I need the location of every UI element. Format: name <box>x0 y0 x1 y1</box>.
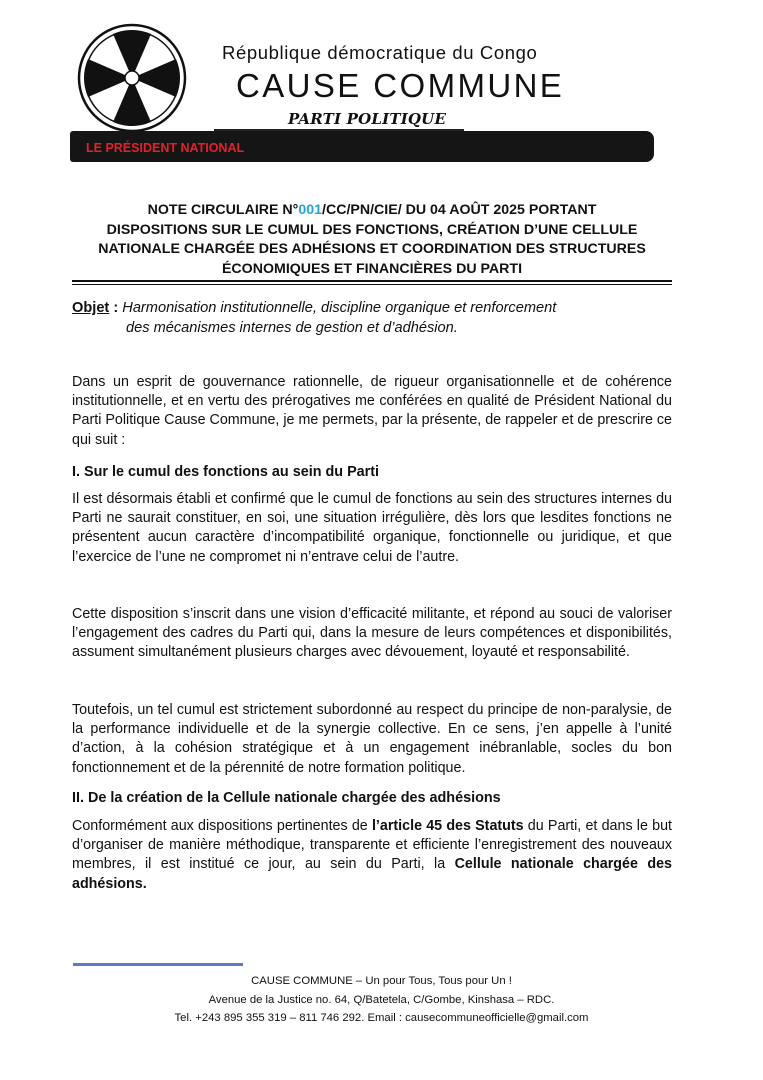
footer-party-name: CAUSE COMMUNE <box>251 975 353 987</box>
title-prefix: NOTE CIRCULAIRE N° <box>147 202 299 218</box>
section-1-paragraph-3: Toutefois, un tel cumul est strictement subordonné au respect du principe de non-paralysie, de la performance individuelle et de la synergie collective. En ce sens, j’en appelle à l’unité d’action, à la cohésion stratégique et à un engagement inébranlable, socles du bon fonctionnement et de la pérennité de notre formation politique. <box>72 702 672 776</box>
title-rule <box>72 280 672 282</box>
footer-slogan <box>0 975 763 987</box>
document-title <box>70 201 674 279</box>
footer-slogan-text: – Un pour Tous, Tous pour Un ! <box>352 975 512 987</box>
section-2-paragraph-1 <box>72 817 672 894</box>
title-line-4: ÉCONOMIQUES ET FINANCIÈRES DU PARTI <box>221 260 523 277</box>
subject-colon: : <box>109 300 123 316</box>
footer-address: Avenue de la Justice no. 64, Q/Batetela, C/Gombe, Kinshasa – RDC. <box>208 994 555 1006</box>
subject-line-2: des mécanismes internes de gestion et d’adhésion. <box>126 320 458 336</box>
president-label: LE PRÉSIDENT NATIONAL <box>86 141 245 155</box>
subject-line-1: Harmonisation institutionnelle, discipline organique et renforcement <box>122 300 557 316</box>
section-1-paragraph-1: Il est désormais établi et confirmé que le cumul de fonctions au sein des structures internes du Parti ne saurait constituer, en soi, une situation irrégulière, dès lors que lesdites fonctions ne présentent aucun caractère d’incompatibilité organique, fonctionnelle ou juridique, et que l’exercice de l’une ne compromet ni n’entrave celui de l’autre. <box>72 491 672 565</box>
republic-name: République démocratique du Congo <box>222 42 538 63</box>
title-rule-thin <box>72 284 672 285</box>
section-2-text-a: Conformément aux dispositions pertinentes de <box>72 818 372 834</box>
footer-contact: Tel. +243 895 355 319 – 811 746 292. Email : causecommuneofficielle@gmail.com <box>174 1012 589 1024</box>
party-logo <box>76 22 188 134</box>
section-2-text-c: du Parti, et dans le but d’organiser de manière méthodique, transparente et efficiente l’enregistrement des nouveaux membres, il est institué ce jour, au sein du Parti, la <box>72 818 672 873</box>
subject <box>72 298 672 338</box>
title-line-3: NATIONALE CHARGÉE DES ADHÉSIONS ET COORDINATION DES STRUCTURES <box>98 241 646 257</box>
section-1-paragraph-2: Cette disposition s’inscrit dans une vision d’efficacité militante, et répond au souci de valoriser l’engagement des cadres du Parti qui, dans la mesure de leurs compétences et disponibilités, assument simultanément plusieurs charges avec dévouement, loyauté et responsabilité. <box>72 606 672 661</box>
note-number: 001 <box>298 202 323 218</box>
footer-rule <box>73 963 243 966</box>
party-type: PARTI POLITIQUE <box>288 110 447 128</box>
party-name: CAUSE COMMUNE <box>236 67 565 104</box>
title-line-2: DISPOSITIONS SUR LE CUMUL DES FONCTIONS, CRÉATION D’UNE CELLULE <box>106 221 638 238</box>
subject-label: Objet <box>72 300 110 316</box>
section-2-heading: II. De la création de la Cellule nationale chargée des adhésions <box>72 790 501 806</box>
section-1-heading: I. Sur le cumul des fonctions au sein du Parti <box>72 464 380 480</box>
intro-paragraph: Dans un esprit de gouvernance rationnelle, de rigueur organisationnelle et de cohérence institutionnelle, et en vertu des prérogatives me conférées en qualité de Président National du Parti Politique Cause Commune, je me permets, par la présente, de rappeler et de prescrire ce qui suit : <box>72 374 672 448</box>
cellule-name: Cellule nationale chargée des adhésions. <box>72 856 672 892</box>
title-line-1 <box>70 201 674 221</box>
president-banner <box>70 131 654 162</box>
article-45-ref: l’article 45 des Statuts <box>371 818 524 834</box>
title-suffix: /CC/PN/CIE/ DU 04 AOÛT 2025 PORTANT <box>322 202 597 218</box>
